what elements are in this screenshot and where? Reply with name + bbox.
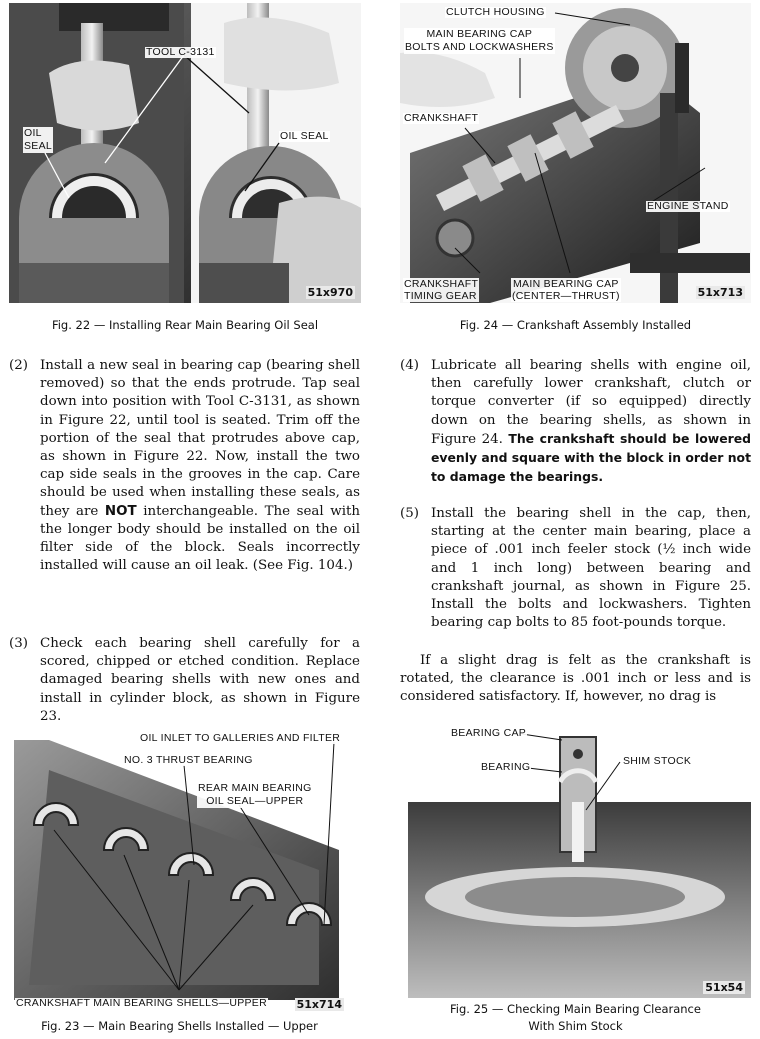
callout-tool: TOOL C-3131 [146, 46, 215, 58]
figure-25-caption-line-1: Fig. 25 — Checking Main Bearing Clearance [450, 1002, 701, 1016]
step-2-emphasis: NOT [104, 503, 137, 519]
figure-23-photo [9, 730, 350, 1015]
figure-22-caption: Fig. 22 — Installing Rear Main Bearing Oil Seal [51, 318, 319, 332]
figure-23-caption: Fig. 23 — Main Bearing Shells Installed — Upper [41, 1019, 318, 1033]
figure-23-illustration [9, 730, 350, 1015]
step-4-text [431, 357, 751, 487]
figure-25-caption-line-2: With Shim Stock [528, 1019, 623, 1033]
step-3 [9, 635, 360, 726]
figure-number: 51x54 [705, 981, 743, 994]
step-4-text-main: Lubricate all bearing shells with engine oil, then carefully lower crankshaft, clutch or torque converter (if so equipped) directly down on the bearing shells, as shown in Figure 24. [431, 358, 751, 447]
figure-25-photo [400, 722, 751, 998]
step-3-text: Check each bearing shell carefully for a scored, chipped or etched condition. Replace damaged bearing shells with new ones and install in cylinder block, as shown in Figure 23. [40, 636, 360, 724]
figure-25-illustration [400, 722, 751, 998]
step-2 [9, 357, 360, 575]
figure-number: 51x713 [697, 286, 743, 299]
callout-rear-main-seal: REAR MAIN BEARING OIL SEAL—UPPER [198, 782, 312, 807]
step-4 [400, 357, 751, 487]
step-4-warning: The crankshaft should be lowered evenly and square with the block in order not to damage the bearings. [431, 430, 751, 485]
callout-thrust-bearing: NO. 3 THRUST BEARING [124, 754, 253, 766]
callout-main-bearing-cap-center: MAIN BEARING CAP (CENTER—THRUST) [512, 278, 620, 302]
step-2-text-b: interchangeable. The seal with the longer body should be installed on the oil filter side of the block. Seals incorrectly installed will cause an oil leak. (See Fig. 104.) [40, 503, 360, 574]
step-number: (4) [400, 358, 419, 373]
figure-24-photo [400, 3, 751, 303]
callout-timing-gear: CRANKSHAFT TIMING GEAR [404, 278, 479, 302]
callout-clutch-housing: CLUTCH HOUSING [446, 6, 545, 18]
callout-bearing-cap: BEARING CAP [451, 727, 527, 739]
step-2-text [40, 357, 360, 575]
figure-24-caption: Fig. 24 — Crankshaft Assembly Installed [459, 318, 692, 332]
figure-22-photo [9, 3, 361, 303]
callout-shim-stock: SHIM STOCK [623, 755, 692, 767]
callout-bearing-cap-bolts: MAIN BEARING CAP BOLTS AND LOCKWASHERS [405, 28, 554, 53]
step-number: (2) [9, 358, 28, 373]
figure-number: 51x714 [296, 998, 342, 1011]
step-number: (5) [400, 506, 419, 521]
callout-engine-stand: ENGINE STAND [647, 200, 729, 212]
step-5-text: Install the bearing shell in the cap, then, starting at the center main bearing, place a piece of .001 inch feeler stock (½ inch wide and 1 inch long) between bearing and crankshaft journal, as shown in Figure 25. Install the bolts and lockwashers. Tighten bearing cap bolts to 85 foot-pounds torque. [431, 506, 751, 631]
callout-oil-seal-right: OIL SEAL [280, 130, 329, 142]
closing-paragraph: If a slight drag is felt as the crankshaft is rotated, the clearance is .001 inch or less and is considered satisfactory. If, however, no drag is [400, 653, 751, 705]
callout-oil-seal-left: OIL SEAL [24, 127, 53, 152]
step-2-text-a: Install a new seal in bearing cap (bearing shell removed) so that the ends protrude. Tap seal down into position with Tool C-3131, as shown in Figure 22, until tool is seated. Trim off the portion of the seal that protrudes above cap, as shown in Figure 22. Now, install the two cap side seals in the grooves in the cap. Care should be used when installing these seals, as they are [40, 358, 360, 519]
figure-number: 51x970 [307, 286, 353, 299]
callout-bearing: BEARING [481, 761, 531, 773]
step-5 [400, 505, 751, 632]
callout-oil-inlet: OIL INLET TO GALLERIES AND FILTER [140, 732, 341, 744]
step-number: (3) [9, 636, 28, 651]
callout-bearing-shells: CRANKSHAFT MAIN BEARING SHELLS—UPPER [16, 997, 267, 1009]
callout-crankshaft: CRANKSHAFT [404, 112, 479, 124]
